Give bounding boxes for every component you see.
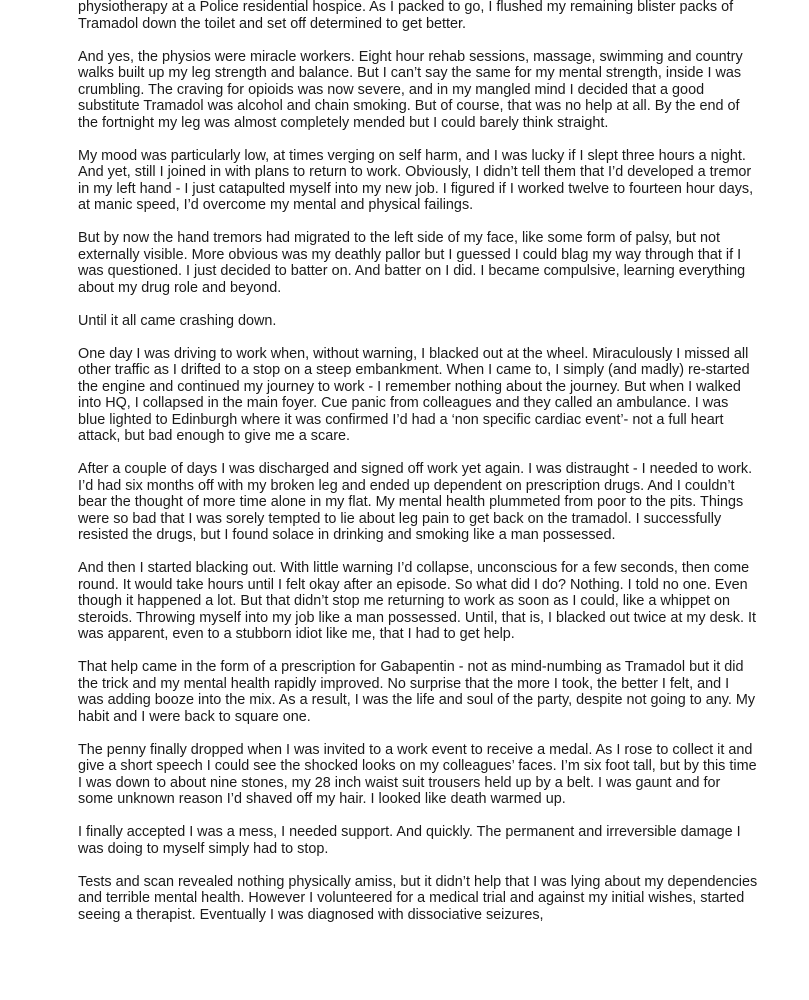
paragraph-12: Tests and scan revealed nothing physically amiss, but it didn’t help that I was lying about my dependencies and terrible mental health. However I volunteered for a medical trial and against my initial wishes, started seeing a therapist. Eventually I was diagnosed with dissociative seizures,	[78, 873, 758, 923]
paragraph-2: And yes, the physios were miracle workers. Eight hour rehab sessions, massage, swimming and country walks built up my leg strength and balance. But I can’t say the same for my mental strength, inside I was crumbling. The craving for opioids was now severe, and in my mangled mind I decided that a good substitute Tramadol was alcohol and chain smoking. But of course, that was no help at all. By the end of the fortnight my leg was almost completely mended but I could barely think straight.	[78, 48, 743, 131]
document-body	[78, 0, 758, 940]
paragraph-8: And then I started blacking out. With little warning I’d collapse, unconscious for a few seconds, then come round. It would take hours until I felt okay after an episode. So what did I do? Nothing. I told no one. Even though it happened a lot. But that didn’t stop me returning to work as soon as I could, like a whippet on steroids. Throwing myself into my job like a man possessed. Until, that is, I blacked out twice at my desk. It was apparent, even to a stubborn idiot like me, that I had to get help.	[78, 560, 756, 642]
paragraph-11: I finally accepted I was a mess, I needed support. And quickly. The permanent and irreversible damage I was doing to myself simply had to stop.	[78, 824, 741, 857]
paragraph-6: One day I was driving to work when, without warning, I blacked out at the wheel. Miraculously I missed all other traffic as I drifted to a stop on a steep embankment. When I came to, I simply (and madly) re-started the engine and continued my journey to work - I remember nothing about the journey. But when I walked into HQ, I collapsed in the main foyer. Cue panic from colleagues and they called an ambulance. I was blue lighted to Edinburgh where it was confirmed I’d had a ‘non specific cardiac event’- not a full heart attack, but bad enough to give me a scare.	[78, 345, 750, 444]
paragraph-3: My mood was particularly low, at times verging on self harm, and I was lucky if I slept three hours a night. And yet, still I joined in with plans to return to work. Obviously, I didn’t tell them that I’d developed a tremor in my left hand - I just catapulted myself into my new job. I figured if I worked twelve to fourteen hour days, at manic speed, I’d overcome my mental and physical failings.	[78, 147, 754, 213]
paragraph-4: But by now the hand tremors had migrated to the left side of my face, like some form of palsy, but not externally visible. More obvious was my deathly pallor but I guessed I could blag my way through that if I was questioned. I just decided to batter on. And batter on I did. I became compulsive, learning everything about my drug role and beyond.	[78, 230, 746, 296]
paragraph-10: The penny finally dropped when I was invited to a work event to receive a medal. As I rose to collect it and give a short speech I could see the shocked looks on my colleagues’ faces. I’m six foot tall, but by this time I was down to about nine stones, my 28 inch waist suit trousers held up by a belt. I was gaunt and for some unknown reason I’d shaved off my hair. I looked like death warmed up.	[78, 741, 757, 807]
paragraph-5: Until it all came crashing down.	[78, 312, 277, 329]
paragraph-1: physiotherapy at a Police residential hospice. As I packed to go, I flushed my remaining blister packs of Tramadol down the toilet and set off determined to get better.	[78, 0, 734, 32]
paragraph-9: That help came in the form of a prescription for Gabapentin - not as mind-numbing as Tramadol but it did the trick and my mental health rapidly improved. No surprise that the more I took, the better I felt, and I was adding booze into the mix. As a result, I was the life and soul of the party, despite not going to any. My habit and I were back to square one.	[78, 659, 756, 725]
paragraph-7: After a couple of days I was discharged and signed off work yet again. I was distraught - I needed to work. I’d had six months off with my broken leg and ended up dependent on prescription drugs. And I couldn’t bear the thought of more time alone in my flat. My mental health plummeted from poor to the pits. Things were so bad that I was sorely tempted to lie about leg pain to get back on the tramadol. I successfully resisted the drugs, but I found solace in drinking and smoking like a man possessed.	[78, 461, 753, 543]
